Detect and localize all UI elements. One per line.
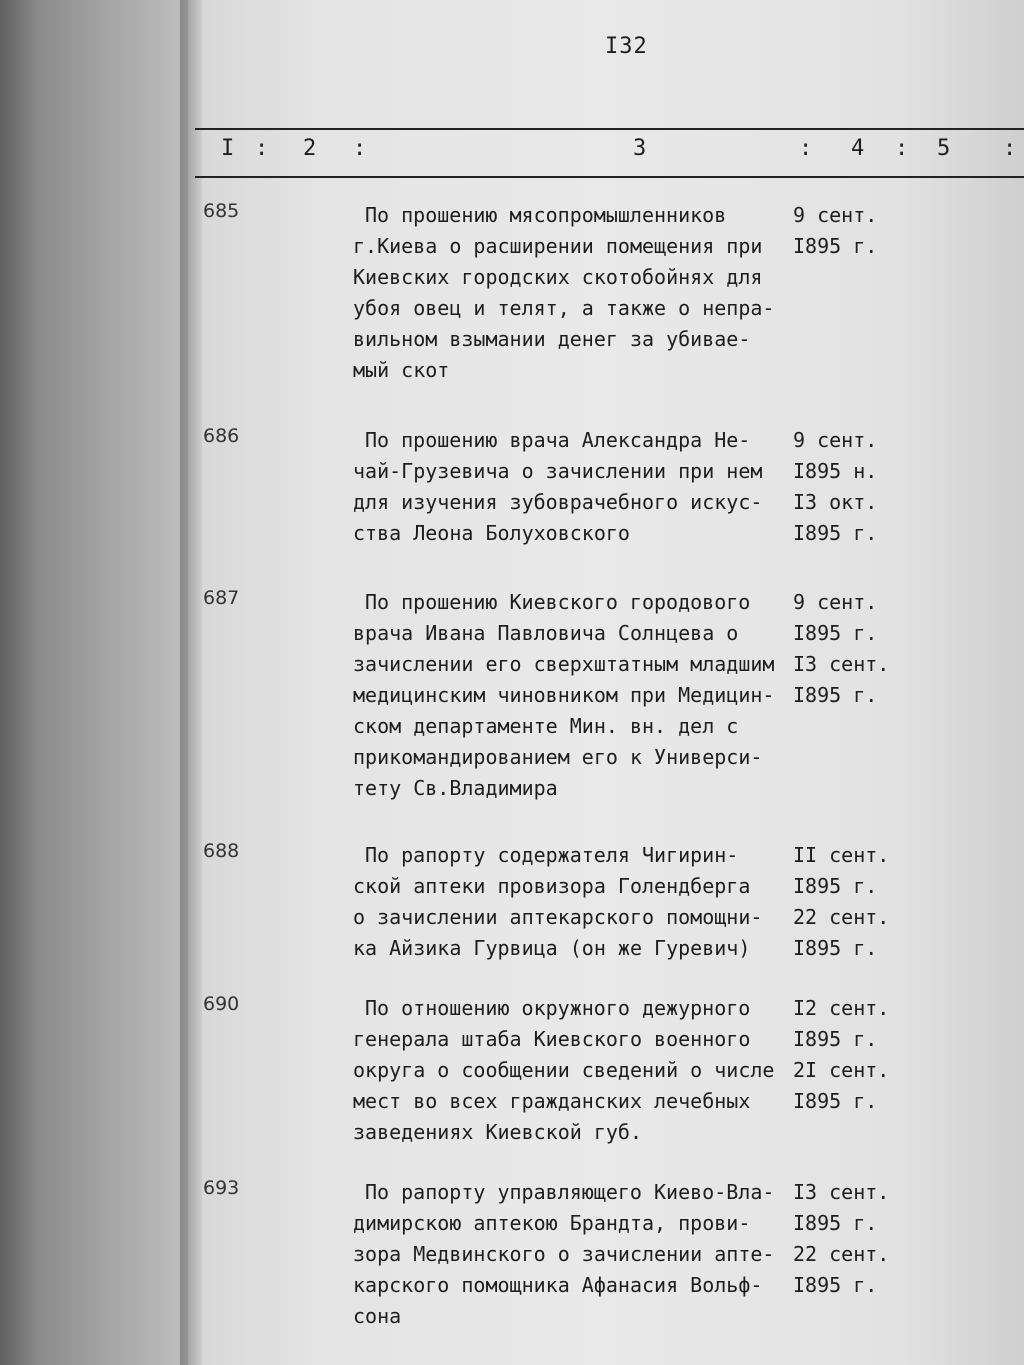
entry-description: По рапорту управляющего Киево-Вла- димирскою аптекою Брандта, прови- зора Медвинского о зачислении апте- карского помощника Афанасия Вольф- сона	[353, 1180, 775, 1328]
entry-description: По прошению Киевского городового врача Ивана Павловича Солнцева о зачислении его сверхштатным младшим медицинским чиновником при Медицин- ском департаменте Мин. вн. дел с прикомандированием его к Универси- тету Св.Владимира	[353, 590, 775, 800]
column-separator: :	[255, 136, 269, 161]
entry-dates: II сент. I895 г. 22 сент. I895 г.	[793, 843, 890, 960]
column-separator: :	[799, 136, 813, 161]
column-header-2: 2	[303, 136, 317, 161]
entry-number: 686	[203, 425, 240, 447]
header-rule-bottom	[195, 176, 1024, 178]
column-header-4: 4	[851, 136, 865, 161]
column-separator: :	[353, 136, 367, 161]
entry-number: 687	[203, 587, 240, 609]
entry-description: По рапорту содержателя Чигирин- ской аптеки провизора Голендберга о зачислении аптекарского помощни- ка Айзика Гурвица (он же Гуревич)	[353, 843, 763, 960]
document-page	[195, 0, 1024, 1365]
entry-dates: I3 сент. I895 г. 22 сент. I895 г.	[793, 1180, 890, 1297]
header-rule-top	[195, 128, 1024, 130]
column-separator: :	[1003, 136, 1017, 161]
entry-number: 693	[203, 1177, 240, 1199]
entry-number: 690	[203, 993, 240, 1015]
entry-description: По прошению врача Александра Не- чай-Грузевича о зачислении при нем для изучения зубоврачебного искус- ства Леона Болуховского	[353, 428, 763, 545]
column-separator: :	[895, 136, 909, 161]
page-number: I32	[605, 34, 648, 59]
entry-number: 688	[203, 840, 240, 862]
entry-dates: 9 сент. I895 н. I3 окт. I895 г.	[793, 428, 878, 545]
entry-number: 685	[203, 200, 240, 222]
entry-description: По отношению окружного дежурного генерала штаба Киевского военного округа о сообщении сведений о числе мест во всех гражданских лечебных заведениях Киевской губ.	[353, 996, 775, 1144]
entry-description: По прошению мясопромышленников г.Киева о расширении помещения при Киевских городских скотобойнях для убоя овец и телят, а также о непра- вильном взымании денег за убивае- мый скот	[353, 203, 775, 382]
column-header-1: I	[221, 136, 235, 161]
left-page-shadow	[0, 0, 188, 1365]
entry-dates: I2 сент. I895 г. 2I сент. I895 г.	[793, 996, 890, 1113]
column-header-3: 3	[633, 136, 647, 161]
entry-dates: 9 сент. I895 г. I3 сент. I895 г.	[793, 590, 890, 707]
column-header-5: 5	[937, 136, 951, 161]
entry-dates: 9 сент. I895 г.	[793, 203, 878, 258]
